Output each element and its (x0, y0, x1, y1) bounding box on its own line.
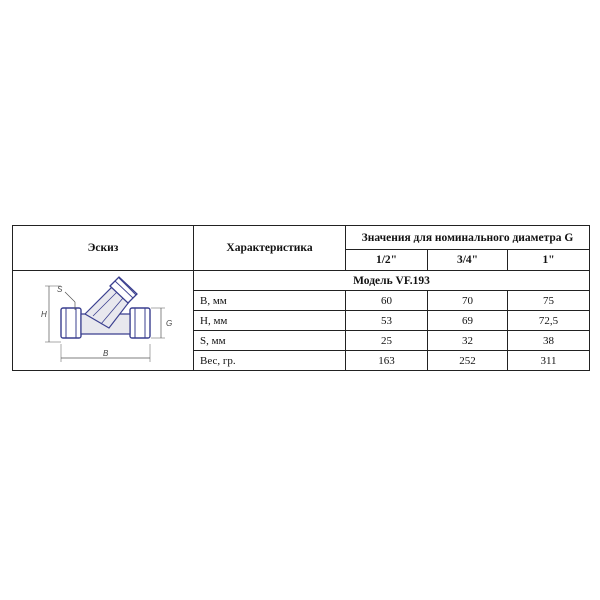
header-diameter-2: 3/4" (428, 250, 508, 271)
strainer-sketch-drawing (13, 272, 193, 370)
cell-value: 38 (508, 331, 590, 351)
row-label: B, мм (194, 291, 346, 311)
model-title: Модель VF.193 (194, 271, 590, 291)
right-fitting (130, 308, 150, 338)
row-label: Вес, гр. (194, 351, 346, 371)
header-values: Значения для номинального диаметра G (346, 226, 590, 250)
row-label: H, мм (194, 311, 346, 331)
label-g: G (166, 318, 173, 328)
cell-value: 25 (346, 331, 428, 351)
label-s: S (57, 284, 63, 294)
row-label: S, мм (194, 331, 346, 351)
cell-value: 252 (428, 351, 508, 371)
cell-value: 60 (346, 291, 428, 311)
header-sketch: Эскиз (13, 226, 194, 271)
cell-value: 163 (346, 351, 428, 371)
label-b: B (103, 348, 109, 358)
header-diameter-1: 1/2" (346, 250, 428, 271)
left-fitting (61, 308, 81, 338)
specification-table (12, 225, 590, 371)
header-characteristic: Характеристика (194, 226, 346, 271)
sketch-cell (13, 271, 194, 371)
label-h: H (41, 309, 47, 319)
cell-value: 70 (428, 291, 508, 311)
cell-value: 75 (508, 291, 590, 311)
header-diameter-3: 1" (508, 250, 590, 271)
cell-value: 311 (508, 351, 590, 371)
cell-value: 72,5 (508, 311, 590, 331)
cell-value: 32 (428, 331, 508, 351)
cell-value: 69 (428, 311, 508, 331)
cell-value: 53 (346, 311, 428, 331)
